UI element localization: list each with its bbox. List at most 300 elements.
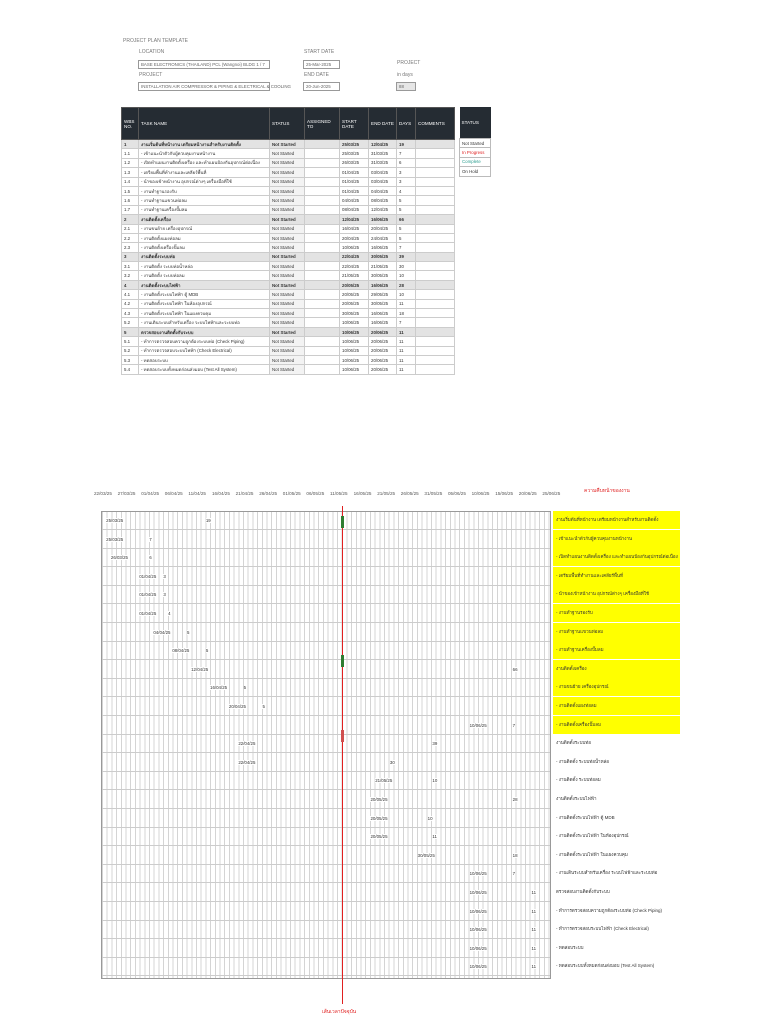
cell-assigned[interactable] [305,280,340,289]
col-header-end: END DATE [369,108,397,140]
start-date-field[interactable]: 25-Mar-2025 [303,60,340,69]
gantt-task-label: - งานติดตั้งแผงท่อลม [553,697,680,715]
cell-status[interactable]: Not Started [270,158,305,167]
cell-task[interactable]: - เตรียมพื้นที่ทำงานและเคลียร์พื้นที่ [139,168,270,177]
cell-task[interactable]: - ทดสอบระบบทั้งหมดก่อนส่งมอบ (Test All System) [139,365,270,374]
cell-status[interactable]: Not Started [270,327,305,336]
table-header-row [122,108,455,140]
status-legend-item: In Progress [460,148,491,157]
cell-task[interactable]: - งานทำฐานรองรับ [139,186,270,195]
cell-start[interactable]: 25/03/25 [340,140,369,149]
gantt-row [102,624,550,642]
col-header-days: DAYS [397,108,416,140]
cell-days[interactable]: 5 [397,196,416,205]
cell-assigned[interactable] [305,290,340,299]
cell-end[interactable]: 16/06/25 [369,309,397,318]
cell-comments[interactable] [416,233,455,242]
gantt-date-tick: 22/03/25 [94,491,112,496]
table-row[interactable] [122,243,455,252]
cell-assigned[interactable] [305,149,340,158]
status-legend-item: Complete [460,157,491,166]
cell-status[interactable]: Not Started [270,177,305,186]
cell-assigned[interactable] [305,186,340,195]
cell-status[interactable]: Not Started [270,309,305,318]
cell-status[interactable]: Not Started [270,149,305,158]
table-row[interactable] [122,280,455,289]
cell-comments[interactable] [416,243,455,252]
cell-days[interactable]: 10 [397,271,416,280]
cell-days[interactable]: 5 [397,233,416,242]
gantt-row [102,772,550,790]
cell-assigned[interactable] [305,337,340,346]
gantt-date-tick: 16/05/25 [353,491,372,496]
gantt-days-label: 5 [243,685,247,691]
cell-comments[interactable] [416,215,455,224]
end-date-label: END DATE [304,72,329,78]
table-row[interactable] [122,262,455,271]
gantt-task-label: - เปิดทำแผนงานติดตั้งเครื่อง และทำแผนป้องกันอุปกรณ์ต่อเนื่อง [553,548,680,566]
gantt-date-tick: 11/05/25 [330,491,348,496]
cell-days[interactable]: 30 [397,262,416,271]
gantt-start-label: 26/03/25 [110,555,128,561]
gantt-days-label: 10 [432,778,438,784]
table-row[interactable] [122,252,455,261]
cell-start[interactable]: 21/05/25 [340,271,369,280]
table-row[interactable] [122,233,455,242]
cell-task[interactable]: - งานติดตั้งระบบไฟฟ้า ตู้ MDB [139,290,270,299]
cell-task[interactable]: - นำของเข้าหน้างาน อุปกรณ์ต่างๆ เครื่องมือที่ใช้ [139,177,270,186]
cell-days[interactable]: 28 [397,280,416,289]
cell-days[interactable]: 11 [397,337,416,346]
cell-task[interactable]: - ทำการตรวจสอบความถูกต้องระบบท่อ (Check Piping) [139,337,270,346]
cell-end[interactable]: 29/05/25 [369,290,397,299]
cell-assigned[interactable] [305,271,340,280]
gantt-start-label: 01/04/25 [139,592,157,598]
cell-comments[interactable] [416,271,455,280]
cell-end[interactable]: 03/04/25 [369,177,397,186]
table-row[interactable] [122,158,455,167]
table-row[interactable] [122,140,455,149]
gantt-start-label: 10/06/25 [469,722,487,728]
cell-assigned[interactable] [305,196,340,205]
cell-days[interactable]: 66 [397,215,416,224]
cell-end[interactable]: 24/04/25 [369,233,397,242]
cell-assigned[interactable] [305,346,340,355]
cell-wbs[interactable]: 1.1 [122,149,139,158]
cell-days[interactable]: 10 [397,290,416,299]
table-row[interactable] [122,168,455,177]
cell-days[interactable]: 11 [397,327,416,336]
cell-wbs[interactable]: 1.6 [122,196,139,205]
gantt-date-tick: 27/03/25 [117,491,136,496]
cell-days[interactable]: 4 [397,186,416,195]
cell-comments[interactable] [416,168,455,177]
gantt-date-tick: 31/05/25 [424,491,443,496]
cell-days[interactable]: 39 [397,252,416,261]
table-row[interactable] [122,205,455,214]
cell-end[interactable]: 21/05/25 [369,262,397,271]
gantt-days-label: 11 [531,927,537,933]
col-header-wbs: WBS NO. [122,108,139,140]
cell-wbs[interactable]: 2.2 [122,233,139,242]
cell-wbs[interactable]: 3.1 [122,262,139,271]
table-row[interactable] [122,271,455,280]
gantt-start-label: 10/06/25 [469,908,487,914]
cell-wbs[interactable]: 2 [122,215,139,224]
cell-task[interactable]: ตรวจสอบงานติดตั้งกับระบบ [139,327,270,336]
table-row[interactable] [122,186,455,195]
gantt-start-label: 20/04/25 [228,704,246,709]
cell-days[interactable]: 3 [397,168,416,177]
cell-start[interactable]: 10/06/25 [340,365,369,374]
cell-start[interactable]: 25/03/25 [340,149,369,158]
cell-wbs[interactable]: 2.3 [122,243,139,252]
gantt-start-label: 22/04/25 [238,741,256,747]
cell-comments[interactable] [416,252,455,261]
table-row[interactable] [122,365,455,374]
cell-end[interactable]: 20/06/25 [369,327,397,336]
location-field[interactable]: BASE ELECTRONICS (THAILAND) PCL (Wangnoi) BLDG 1 / 7 [138,60,270,69]
table-row[interactable] [122,337,455,346]
cell-end[interactable]: 12/04/25 [369,205,397,214]
cell-wbs[interactable]: 5.1 [122,337,139,346]
cell-start[interactable]: 10/06/25 [340,243,369,252]
cell-end[interactable]: 04/04/25 [369,186,397,195]
cell-end[interactable]: 31/03/25 [369,158,397,167]
cell-wbs[interactable]: 4.3 [122,309,139,318]
cell-task[interactable]: - เข้าแนะนำตัวกับผู้ควบคุมงานหน้างาน [139,149,270,158]
cell-wbs[interactable]: 3 [122,252,139,261]
table-row[interactable] [122,215,455,224]
cell-comments[interactable] [416,365,455,374]
cell-wbs[interactable]: 1.3 [122,168,139,177]
cell-comments[interactable] [416,205,455,214]
gantt-task-label: - งานติดตั้งเครื่องปั๊มลม [553,716,680,734]
cell-comments[interactable] [416,299,455,308]
cell-days[interactable]: 11 [397,299,416,308]
project-field[interactable]: INSTALLATION AIR COMPRESSOR & PIPING & ELECTRICAL & COOLING [138,82,270,91]
cell-wbs[interactable]: 2.1 [122,224,139,233]
cell-status[interactable]: Not Started [270,271,305,280]
cell-status[interactable]: Not Started [270,355,305,364]
cell-end[interactable]: 30/05/25 [369,271,397,280]
cell-end[interactable]: 20/06/25 [369,365,397,374]
cell-wbs[interactable]: 5.4 [122,365,139,374]
gantt-task-label: - ทดสอบระบบทั้งหมดก่อนส่งมอบ (Test All System) [556,963,655,969]
cell-status[interactable]: Not Started [270,290,305,299]
table-row[interactable] [122,290,455,299]
cell-task[interactable]: - งานทำฐานแขวนท่อลม [139,196,270,205]
cell-comments[interactable] [416,309,455,318]
table-row[interactable] [122,196,455,205]
cell-start[interactable]: 12/04/25 [340,215,369,224]
cell-end[interactable]: 12/04/25 [369,140,397,149]
cell-comments[interactable] [416,177,455,186]
table-row[interactable] [122,177,455,186]
status-legend-item: Not Started [460,139,491,148]
cell-wbs[interactable]: 4.2 [122,299,139,308]
cell-status[interactable]: Not Started [270,252,305,261]
table-row[interactable] [122,318,455,327]
cell-task[interactable]: งานติดตั้งระบบไฟฟ้า [139,280,270,289]
cell-days[interactable]: 11 [397,365,416,374]
cell-status[interactable]: Not Started [270,168,305,177]
progress-marker [341,655,344,667]
gantt-task-label: - เข้าแนะนำตัวกับผู้ควบคุมงานหน้างาน [553,530,680,548]
cell-comments[interactable] [416,224,455,233]
cell-task[interactable]: งานติดตั้งเครื่อง [139,215,270,224]
cell-start[interactable]: 10/06/25 [340,318,369,327]
cell-start[interactable]: 10/06/25 [340,337,369,346]
cell-assigned[interactable] [305,215,340,224]
gantt-row [102,661,550,679]
cell-wbs[interactable]: 4.1 [122,290,139,299]
table-row[interactable] [122,309,455,318]
cell-wbs[interactable]: 1.2 [122,158,139,167]
cell-status[interactable]: Not Started [270,346,305,355]
gantt-days-label: 10 [427,815,433,821]
cell-days[interactable]: 7 [397,149,416,158]
cell-task[interactable]: - งานติดตั้ง ระบบท่อลม [139,271,270,280]
cell-assigned[interactable] [305,365,340,374]
gantt-date-tick: 01/04/25 [141,491,160,496]
status-legend-header: STATUS [460,107,491,139]
cell-comments[interactable] [416,140,455,149]
gantt-row [102,847,550,865]
gantt-task-label: งานติดตั้งเครื่อง [553,660,680,678]
gantt-row [102,940,550,958]
cell-status[interactable]: Not Started [270,186,305,195]
cell-start[interactable]: 30/05/25 [340,309,369,318]
gantt-row [102,865,550,883]
cell-start[interactable]: 01/04/25 [340,168,369,177]
cell-assigned[interactable] [305,355,340,364]
gantt-row [102,698,550,716]
table-row[interactable] [122,224,455,233]
cell-comments[interactable] [416,186,455,195]
gantt-grid [101,511,551,979]
cell-task[interactable]: - ทดสอบระบบ [139,355,270,364]
cell-status[interactable]: Not Started [270,262,305,271]
cell-status[interactable]: Not Started [270,140,305,149]
cell-end[interactable]: 03/04/25 [369,168,397,177]
cell-end[interactable]: 16/06/25 [369,318,397,327]
cell-end[interactable]: 20/06/25 [369,355,397,364]
cell-status[interactable]: Not Started [270,205,305,214]
cell-end[interactable]: 16/06/25 [369,243,397,252]
cell-end[interactable]: 20/04/25 [369,224,397,233]
cell-days[interactable]: 18 [397,309,416,318]
cell-start[interactable]: 26/03/25 [340,158,369,167]
gantt-days-label: 3 [163,573,166,579]
gantt-start-label: 22/04/25 [238,759,256,765]
cell-assigned[interactable] [305,168,340,177]
cell-status[interactable]: Not Started [270,337,305,346]
cell-task[interactable]: - งานขนย้าย เครื่องอุปกรณ์ [139,224,270,233]
cell-assigned[interactable] [305,252,340,261]
gantt-task-label: - งานติดตั้งระบบไฟฟ้า ในแผงควบคุม [556,851,628,857]
gantt-task-label: - งานทำฐานเครื่องปั๊มลม [553,641,680,659]
gantt-task-label: - งานติดตั้ง ระบบท่อลม [556,777,601,783]
cell-status[interactable]: Not Started [270,365,305,374]
cell-assigned[interactable] [305,140,340,149]
cell-status[interactable]: Not Started [270,196,305,205]
gantt-date-tick: 10/06/25 [471,491,490,496]
cell-end[interactable]: 20/06/25 [369,337,397,346]
gantt-task-label: - งานติดตั้งระบบไฟฟ้า ตู้ MDB [556,814,615,820]
cell-task[interactable]: - เปิดทำแผนงานติดตั้งเครื่อง และทำแผนป้องกันอุปกรณ์ต่อเนื่อง [139,158,270,167]
cell-comments[interactable] [416,327,455,336]
cell-days[interactable]: 5 [397,224,416,233]
cell-task[interactable]: - ทำการตรวจสอบระบบไฟฟ้า (Check Electrical) [139,346,270,355]
cell-status[interactable]: Not Started [270,299,305,308]
cell-end[interactable]: 16/06/25 [369,280,397,289]
cell-task[interactable]: - งานติดตั้งเครื่องปั๊มลม [139,243,270,252]
table-row[interactable] [122,346,455,355]
cell-status[interactable]: Not Started [270,318,305,327]
cell-days[interactable]: 19 [397,140,416,149]
cell-task[interactable]: - งานติดตั้งระบบไฟฟ้า ในแผงควบคุม [139,309,270,318]
cell-assigned[interactable] [305,327,340,336]
gantt-row [102,605,550,623]
doc-title: PROJECT PLAN TEMPLATE [123,38,189,44]
gantt-date-tick: 21/04/25 [235,491,254,496]
cell-assigned[interactable] [305,224,340,233]
cell-task[interactable]: - งานเดินระบบสำหรับเครื่อง ระบบไฟฟ้าและระบบท่อ [139,318,270,327]
cell-days[interactable]: 11 [397,346,416,355]
gantt-row [102,586,550,604]
gantt-start-label: 20/05/25 [370,797,388,802]
cell-start[interactable]: 10/06/25 [340,346,369,355]
cell-comments[interactable] [416,290,455,299]
cell-end[interactable]: 30/05/25 [369,299,397,308]
table-row[interactable] [122,149,455,158]
cell-start[interactable]: 20/04/25 [340,233,369,242]
cell-assigned[interactable] [305,177,340,186]
cell-comments[interactable] [416,196,455,205]
cell-start[interactable]: 08/04/25 [340,205,369,214]
cell-days[interactable]: 7 [397,318,416,327]
cell-wbs[interactable]: 1.5 [122,186,139,195]
cell-start[interactable]: 20/05/25 [340,290,369,299]
cell-end[interactable]: 16/06/25 [369,215,397,224]
cell-task[interactable]: - งานทำฐานเครื่องปั๊มลม [139,205,270,214]
today-line [342,506,343,1004]
cell-start[interactable]: 20/05/25 [340,299,369,308]
cell-status[interactable]: Not Started [270,280,305,289]
cell-start[interactable]: 20/05/25 [340,280,369,289]
cell-task[interactable]: - งานติดตั้งแผงท่อลม [139,233,270,242]
cell-days[interactable]: 3 [397,177,416,186]
cell-days[interactable]: 5 [397,205,416,214]
cell-assigned[interactable] [305,262,340,271]
cell-comments[interactable] [416,262,455,271]
gantt-date-tick: 01/05/25 [282,491,301,496]
cell-task[interactable]: - งานติดตั้ง ระบบท่อน้ำหล่อ [139,262,270,271]
cell-task[interactable]: งานติดตั้งระบบท่อ [139,252,270,261]
cell-status[interactable]: Not Started [270,233,305,242]
gantt-task-label: - งานเดินระบบสำหรับเครื่อง ระบบไฟฟ้าและระบบท่อ [556,870,658,876]
cell-start[interactable]: 22/04/25 [340,262,369,271]
cell-comments[interactable] [416,318,455,327]
gantt-task-label: - งานขนย้าย เครื่องอุปกรณ์ [553,678,680,696]
cell-start[interactable]: 22/04/25 [340,252,369,261]
location-label: LOCATION [139,49,165,55]
col-header-assigned: ASSIGNED TO [305,108,340,140]
cell-wbs[interactable]: 5.2 [122,346,139,355]
cell-status[interactable]: Not Started [270,224,305,233]
cell-days[interactable]: 6 [397,158,416,167]
cell-comments[interactable] [416,149,455,158]
cell-assigned[interactable] [305,158,340,167]
cell-end[interactable]: 08/04/25 [369,196,397,205]
end-date-field[interactable]: 20-Jun-2025 [303,82,340,91]
cell-assigned[interactable] [305,243,340,252]
cell-start[interactable]: 10/06/25 [340,355,369,364]
gantt-start-label: 01/04/25 [139,611,157,616]
cell-wbs[interactable]: 4 [122,280,139,289]
cell-wbs[interactable]: 5.2 [122,318,139,327]
cell-days[interactable]: 11 [397,355,416,364]
cell-wbs[interactable]: 5.3 [122,355,139,364]
cell-wbs[interactable]: 1 [122,140,139,149]
gantt-days-label: 11 [531,908,537,914]
cell-end[interactable]: 30/05/25 [369,252,397,261]
gantt-row [102,828,550,846]
gantt-row [102,568,550,586]
cell-end[interactable]: 20/06/25 [369,346,397,355]
cell-comments[interactable] [416,355,455,364]
table-row[interactable] [122,327,455,336]
cell-assigned[interactable] [305,299,340,308]
today-label: เส้นเวลาปัจจุบัน [322,1009,357,1015]
cell-start[interactable]: 04/04/25 [340,196,369,205]
cell-comments[interactable] [416,337,455,346]
cell-comments[interactable] [416,280,455,289]
cell-days[interactable]: 7 [397,243,416,252]
gantt-days-label: 7 [512,871,516,877]
gantt-row [102,958,550,976]
gantt-date-tick: 11/04/25 [188,491,206,496]
cell-assigned[interactable] [305,309,340,318]
cell-task[interactable]: - งานติดตั้งระบบไฟฟ้า ในห้องอุปกรณ์ [139,299,270,308]
cell-wbs[interactable]: 5 [122,327,139,336]
table-row[interactable] [122,355,455,364]
table-row[interactable] [122,299,455,308]
cell-end[interactable]: 31/03/25 [369,149,397,158]
cell-assigned[interactable] [305,205,340,214]
cell-wbs[interactable]: 1.7 [122,205,139,214]
cell-wbs[interactable]: 3.2 [122,271,139,280]
cell-start[interactable]: 01/04/25 [340,177,369,186]
cell-comments[interactable] [416,346,455,355]
cell-assigned[interactable] [305,233,340,242]
gantt-days-label: 11 [531,964,537,970]
gantt-start-label: 10/06/25 [469,927,487,933]
gantt-start-label: 25/03/25 [106,518,124,523]
cell-status[interactable]: Not Started [270,215,305,224]
cell-start[interactable]: 01/04/25 [340,186,369,195]
cell-status[interactable]: Not Started [270,243,305,252]
cell-comments[interactable] [416,158,455,167]
gantt-date-tick: 21/05/25 [377,491,396,496]
cell-assigned[interactable] [305,318,340,327]
cell-start[interactable]: 16/04/25 [340,224,369,233]
cell-task[interactable]: งานเริ่มต้นที่หน้างาน เตรียมหน้างานสำหรับงานติดตั้ง [139,140,270,149]
cell-start[interactable]: 10/06/25 [340,327,369,336]
gantt-task-label: - งานติดตั้ง ระบบท่อน้ำหล่อ [556,758,610,764]
cell-wbs[interactable]: 1.4 [122,177,139,186]
